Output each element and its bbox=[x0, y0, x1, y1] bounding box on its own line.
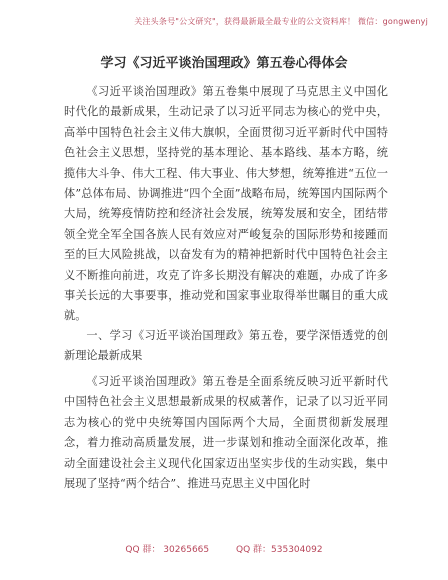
footer bbox=[0, 542, 448, 555]
document-title: 学习《习近平谈治国理政》第五卷心得体会 bbox=[100, 56, 348, 71]
footer-qq-group-2: QQ 群：535304092 bbox=[236, 545, 323, 555]
paragraph-2: 《习近平谈治国理政》第五卷是全面系统反映习近平新时代中国特色社会主义思想最新成果的权威著作，记录了以习近平同志为核心的党中央统筹国内国际两个大局，全面贯彻新发展理念，着力推动高质量发展，进一步谋划和推动全面深化改革，推动全面建设社会主义现代化国家迈出坚实步伐的生动实践，集中展现了坚持“两个结合”、推进马克思主义中国化时 bbox=[64, 375, 388, 491]
section-heading-1: 一、学习《习近平谈治国理政》第五卷，要学深悟透党的创新理论最新成果 bbox=[64, 329, 388, 363]
paragraph-1-block bbox=[64, 82, 388, 327]
paragraph-1: 《习近平谈治国理政》第五卷集中展现了马克思主义中国化时代化的最新成果，生动记录了以习近平同志为核心的党中央，高举中国特色社会主义伟大旗帜，全面贯彻习近平新时代中国特色社会主义思想，坚持党的基本理论、基本路线、基本方略，统揽伟大斗争、伟大工程、伟大事业、伟大梦想，统筹推进“五位一体”总体布局、协调推进“四个全面”战略布局，统筹国内国际两个大局，统筹疫情防控和经济社会发展，统筹发展和安全，团结带领全党全军全国各族人民有效应对严峻复杂的国际形势和接踵而至的巨大风险挑战，以奋发有为的精神把新时代中国特色社会主义不断推向前进，攻克了许多长期没有解决的难题，办成了许多事关长远的大事要事，推动党和国家事业取得举世瞩目的重大成就。 bbox=[64, 85, 388, 323]
footer-qq-group-1: QQ 群： 30265665 bbox=[125, 545, 210, 555]
header-banner: 关注头条号"公文研究"，获得最新最全最专业的公文资料库！ 微信：gongwenyj bbox=[134, 17, 428, 26]
paragraph-2-block bbox=[64, 372, 388, 494]
section-heading-block bbox=[64, 326, 388, 367]
